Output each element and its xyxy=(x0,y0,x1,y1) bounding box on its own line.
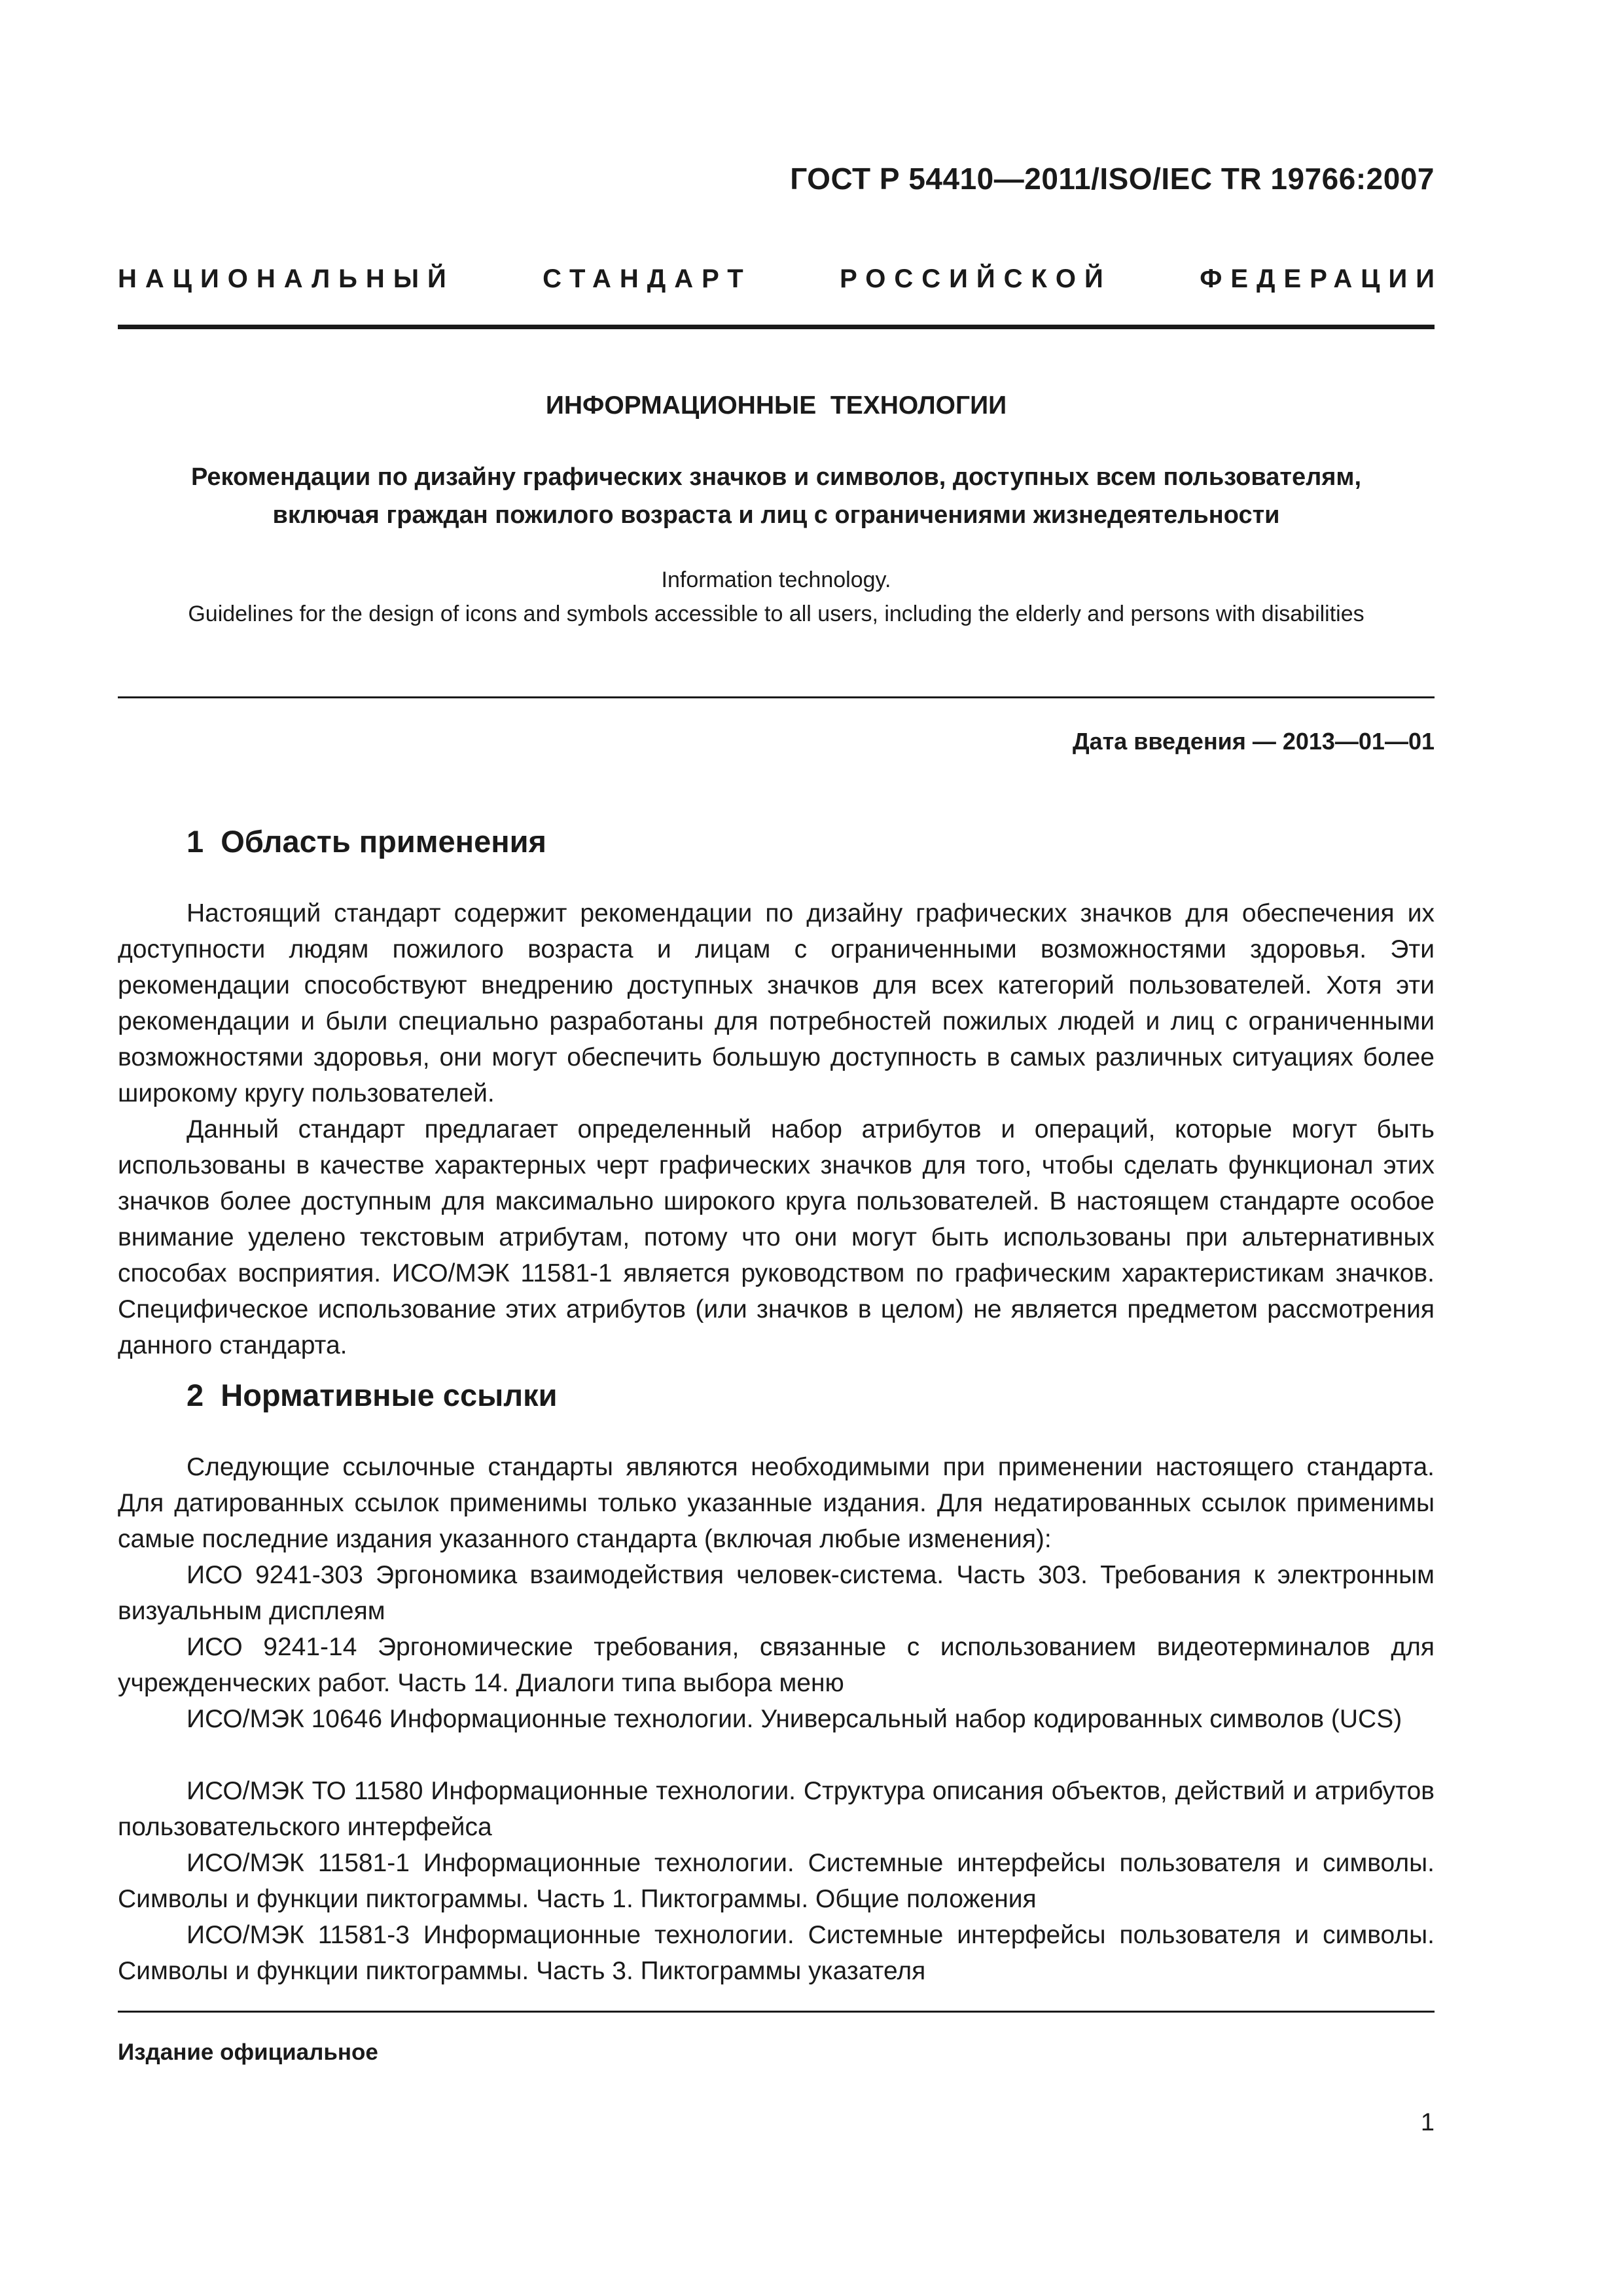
section-paragraph: Настоящий стандарт содержит рекомендации по дизайну графических значков для обеспечения их доступности людям пожилого возраста и лицам с ограниченными возможностями здоровья. Эти рекомендации способствуют внедрению доступных значков для всех категорий пользователей. Хотя эти рекомендации и были специально разработаны для потребностей пожилых людей и лиц с ограниченными возможностями здоровья, они могут обеспечить большую доступность в самых различных ситуациях более широкому кругу пользователей. xyxy=(118,899,1435,1107)
subtitle-en-line: Information technology. xyxy=(661,567,891,592)
banner-word: ФЕДЕРАЦИИ xyxy=(1200,264,1443,293)
section-heading: 2 Нормативные ссылки xyxy=(187,1378,558,1412)
subtitle-en-line: Guidelines for the design of icons and symbols accessible to all users, including the elderly and persons with disabilities xyxy=(188,601,1364,626)
banner-word: НАЦИОНАЛЬНЫЙ xyxy=(118,264,455,293)
reference-item: ИСО/МЭК ТО 11580 Информационные технологии. Структура описания объектов, действий и атрибутов пользовательского интерфейса xyxy=(118,1777,1435,1841)
title-divider xyxy=(118,696,1435,698)
section-paragraph: Данный стандарт предлагает определенный набор атрибутов и операций, которые могут быть использованы в качестве характерных черт графических значков для того, чтобы сделать функционал этих значков более доступным для максимально широкого круга пользователей. В настоящем стандарте особое внимание уделено текстовым атрибутам, потому что они могут быть использованы при альтернативных способах восприятия. ИСО/МЭК 11581-1 является руководством по графическим характеристикам значков. Специфическое использование этих атрибутов (или значков в целом) не является предметом рассмотрения данного стандарта. xyxy=(118,1115,1435,1359)
document-subtitle-ru xyxy=(118,458,1435,534)
footer-divider xyxy=(118,2011,1435,2013)
banner-word: РОССИЙСКОЙ xyxy=(840,264,1112,293)
reference-item: ИСО 9241-303 Эргономика взаимодействия человек-система. Часть 303. Требования к электронным визуальным дисплеям xyxy=(118,1561,1435,1625)
document-title: ИНФОРМАЦИОННЫЕ ТЕХНОЛОГИИ xyxy=(545,391,1007,420)
reference-item: ИСО 9241-14 Эргономические требования, связанные с использованием видеотерминалов для учрежденческих работ. Часть 14. Диалоги типа выбора меню xyxy=(118,1633,1435,1697)
section-paragraph: Следующие ссылочные стандарты являются необходимыми при применении настоящего стандарта. Для датированных ссылок применимы только указанные издания. Для недатированных ссылок применимы самые последние издания указанного стандарта (включая любые изменения): xyxy=(118,1453,1435,1553)
document-number: ГОСТ Р 54410—2011/ISO/IEC TR 19766:2007 xyxy=(790,162,1435,196)
section-heading: 1 Область применения xyxy=(187,824,546,859)
header-divider xyxy=(118,325,1435,329)
document-subtitle-en xyxy=(105,563,1448,631)
reference-item: ИСО/МЭК 11581-1 Информационные технологии. Системные интерфейсы пользователя и символы. Символы и функции пиктограммы. Часть 1. Пиктограммы. Общие положения xyxy=(118,1849,1435,1913)
introduction-date: Дата введения — 2013—01—01 xyxy=(1072,728,1435,755)
document-page xyxy=(118,0,1443,2296)
national-standard-banner xyxy=(118,264,1443,294)
subtitle-ru-line: Рекомендации по дизайну графических значков и символов, доступных всем пользователям, xyxy=(190,463,1362,491)
banner-word: СТАНДАРТ xyxy=(543,264,752,293)
subtitle-ru-line: включая граждан пожилого возраста и лиц с ограничениями жизнедеятельности xyxy=(272,501,1280,529)
page-number: 1 xyxy=(1420,2109,1435,2136)
official-edition-label: Издание официальное xyxy=(118,2039,378,2065)
reference-item: ИСО/МЭК 10646 Информационные технологии. Универсальный набор кодированных символов (UCS) xyxy=(187,1705,1402,1733)
reference-item: ИСО/МЭК 11581-3 Информационные технологии. Системные интерфейсы пользователя и символы. Символы и функции пиктограммы. Часть 3. Пиктограммы указателя xyxy=(118,1921,1435,1985)
